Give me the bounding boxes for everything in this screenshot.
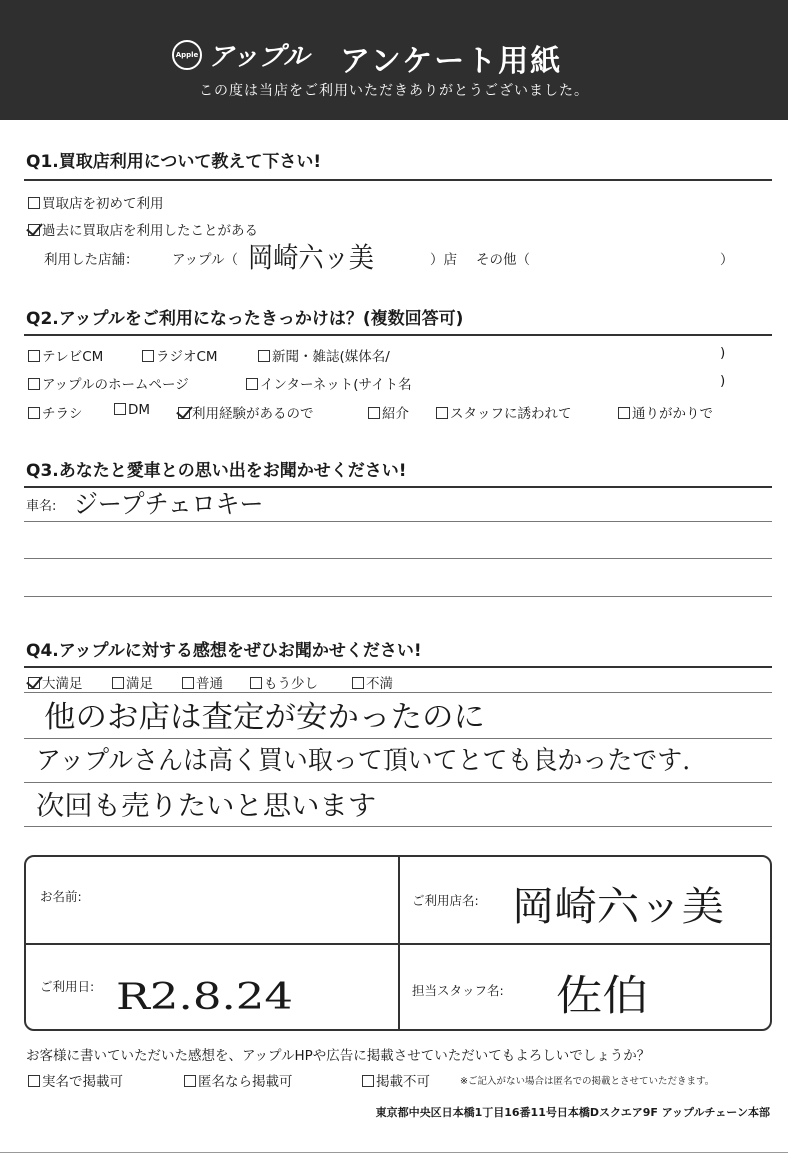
name-label: お名前: bbox=[40, 889, 82, 904]
usage-date-value[interactable]: R2.8.24 bbox=[116, 977, 294, 1018]
q2-row1-close: ) bbox=[720, 345, 726, 361]
q2-option-label: スタッフに誘われて bbox=[450, 406, 572, 422]
q2-option-newspaper[interactable] bbox=[258, 345, 390, 365]
consent-anonymous[interactable] bbox=[184, 1070, 293, 1090]
q4-title: Q4.アップルに対する感想をぜひお聞かせください! bbox=[26, 641, 422, 661]
q1-option-label: 過去に買取店を利用したことがある bbox=[42, 223, 258, 239]
staff-name-value[interactable]: 佐伯 bbox=[556, 971, 649, 1020]
store-name-value[interactable]: 岡崎六ッ美 bbox=[512, 884, 724, 930]
checkbox[interactable] bbox=[142, 350, 154, 362]
checkbox[interactable] bbox=[250, 677, 262, 689]
q4-line bbox=[24, 738, 772, 739]
q2-option-homepage[interactable] bbox=[28, 373, 189, 393]
q3-line bbox=[24, 521, 772, 522]
q2-option-referral[interactable] bbox=[368, 402, 409, 422]
q3-title: Q3.あなたと愛車との思い出をお聞かせください! bbox=[26, 461, 407, 481]
q1-rule bbox=[24, 179, 772, 181]
q4-line bbox=[24, 782, 772, 783]
q4-comment-line[interactable]: 次回も売りたいと思います bbox=[36, 791, 377, 822]
q4-option-normal[interactable] bbox=[182, 672, 223, 692]
form-title: アンケート用紙 bbox=[340, 44, 563, 79]
checkbox[interactable] bbox=[28, 378, 40, 390]
q2-row2-close: ) bbox=[720, 373, 726, 389]
q4-option-very-satisfied[interactable] bbox=[28, 672, 83, 692]
q1-store-handwritten[interactable]: 岡崎六ッ美 bbox=[248, 241, 375, 274]
apple-logo-icon: Apple bbox=[172, 40, 202, 70]
apple-logo bbox=[172, 36, 309, 73]
card-divider-horizontal bbox=[26, 943, 770, 945]
checkbox-checked[interactable] bbox=[28, 224, 40, 236]
q2-option-internet[interactable] bbox=[246, 373, 412, 393]
customer-info-card bbox=[24, 855, 772, 1031]
q4-option-satisfied[interactable] bbox=[112, 672, 153, 692]
q2-option-tv-cm[interactable] bbox=[28, 345, 103, 365]
checkbox[interactable] bbox=[114, 403, 126, 415]
consent-option-label: 掲載不可 bbox=[376, 1074, 430, 1090]
survey-header bbox=[0, 0, 788, 120]
q2-option-passing-by[interactable] bbox=[618, 402, 713, 422]
q2-option-label: 通りがかりで bbox=[632, 406, 713, 422]
form-subtitle: この度は当店をご利用いただきありがとうございました。 bbox=[199, 83, 589, 99]
q4-comment-line[interactable]: 他のお店は査定が安かったのに bbox=[44, 700, 485, 735]
q4-option-label: 大満足 bbox=[42, 676, 83, 692]
q2-option-label: DM bbox=[128, 402, 151, 418]
checkbox-checked[interactable] bbox=[178, 407, 190, 419]
checkbox[interactable] bbox=[246, 378, 258, 390]
q4-rule bbox=[24, 666, 772, 668]
q2-option-label: 利用経験があるので bbox=[192, 406, 314, 422]
q4-option-label: 普通 bbox=[196, 676, 223, 692]
consent-not-allowed[interactable] bbox=[362, 1070, 430, 1090]
checkbox[interactable] bbox=[28, 197, 40, 209]
q1-other-label: その他（ bbox=[476, 252, 530, 268]
q1-other-close: ） bbox=[720, 252, 734, 268]
q3-car-label: 車名: bbox=[26, 499, 57, 514]
q4-option-dissatisfied[interactable] bbox=[352, 672, 393, 692]
q1-store-label: 利用した店舗： bbox=[44, 252, 139, 268]
q1-option-label: 買取店を初めて利用 bbox=[42, 196, 164, 212]
checkbox[interactable] bbox=[28, 407, 40, 419]
checkbox[interactable] bbox=[28, 350, 40, 362]
headquarters-address: 東京都中央区日本橋1丁目16番11号日本橋Dスクエア9F アップルチェーン本部 bbox=[375, 1106, 770, 1119]
usage-date-label: ご利用日: bbox=[40, 979, 95, 994]
q2-option-label: インターネット(サイト名 bbox=[260, 377, 412, 393]
checkbox[interactable] bbox=[184, 1075, 196, 1087]
checkbox[interactable] bbox=[112, 677, 124, 689]
q4-line bbox=[24, 826, 772, 827]
q2-option-experience[interactable] bbox=[178, 402, 314, 422]
store-name-label: ご利用店名: bbox=[412, 893, 479, 908]
consent-note: ※ご記入がない場合は匿名での掲載とさせていただきます。 bbox=[460, 1076, 715, 1087]
q1-store-prefix: アップル（ bbox=[172, 252, 239, 268]
q4-option-label: 不満 bbox=[366, 676, 393, 692]
logo-text: アップル bbox=[208, 42, 310, 72]
q4-option-label: 満足 bbox=[126, 676, 153, 692]
q2-option-dm[interactable] bbox=[114, 402, 150, 418]
checkbox-checked[interactable] bbox=[28, 677, 40, 689]
publish-consent-question: お客様に書いていただいた感想を、アップルHPや広告に掲載させていただいてもよろしいでしょうか？ bbox=[26, 1048, 651, 1064]
checkbox[interactable] bbox=[618, 407, 630, 419]
checkbox[interactable] bbox=[362, 1075, 374, 1087]
q2-option-label: チラシ bbox=[42, 406, 83, 422]
checkbox[interactable] bbox=[368, 407, 380, 419]
q2-option-label: 新聞・雑誌(媒体名/ bbox=[272, 349, 390, 365]
checkbox[interactable] bbox=[436, 407, 448, 419]
q3-line bbox=[24, 596, 772, 597]
bottom-rule bbox=[0, 1152, 788, 1153]
q2-option-flyer[interactable] bbox=[28, 402, 83, 422]
checkbox[interactable] bbox=[28, 1075, 40, 1087]
consent-option-label: 匿名なら掲載可 bbox=[198, 1074, 293, 1090]
q4-option-not-quite[interactable] bbox=[250, 672, 318, 692]
q1-title: Q1.買取店利用について教えて下さい! bbox=[26, 152, 322, 172]
q1-option-first-time[interactable] bbox=[28, 192, 164, 212]
consent-real-name[interactable] bbox=[28, 1070, 123, 1090]
q1-option-used-before[interactable] bbox=[28, 219, 258, 239]
q3-line bbox=[24, 558, 772, 559]
q2-title: Q2.アップルをご利用になったきっかけは？(複数回答可) bbox=[26, 309, 464, 329]
q3-car-handwritten[interactable]: ジープチェロキー bbox=[74, 490, 264, 520]
q2-option-label: アップルのホームページ bbox=[42, 377, 189, 393]
q2-option-radio-cm[interactable] bbox=[142, 345, 218, 365]
staff-name-label: 担当スタッフ名: bbox=[412, 983, 504, 998]
consent-option-label: 実名で掲載可 bbox=[42, 1074, 123, 1090]
checkbox[interactable] bbox=[352, 677, 364, 689]
q4-option-label: もう少し bbox=[264, 676, 318, 692]
q2-option-label: 紹介 bbox=[382, 406, 409, 422]
q2-option-staff[interactable] bbox=[436, 402, 572, 422]
q4-comment-line[interactable]: アップルさんは高く買い取って頂いてとても良かったです. bbox=[36, 746, 691, 776]
q2-option-label: ラジオCM bbox=[156, 349, 218, 365]
checkbox[interactable] bbox=[182, 677, 194, 689]
q1-store-suffix: ）店 bbox=[430, 252, 457, 268]
q2-rule bbox=[24, 334, 772, 336]
checkbox[interactable] bbox=[258, 350, 270, 362]
q2-option-label: テレビCM bbox=[42, 349, 104, 365]
